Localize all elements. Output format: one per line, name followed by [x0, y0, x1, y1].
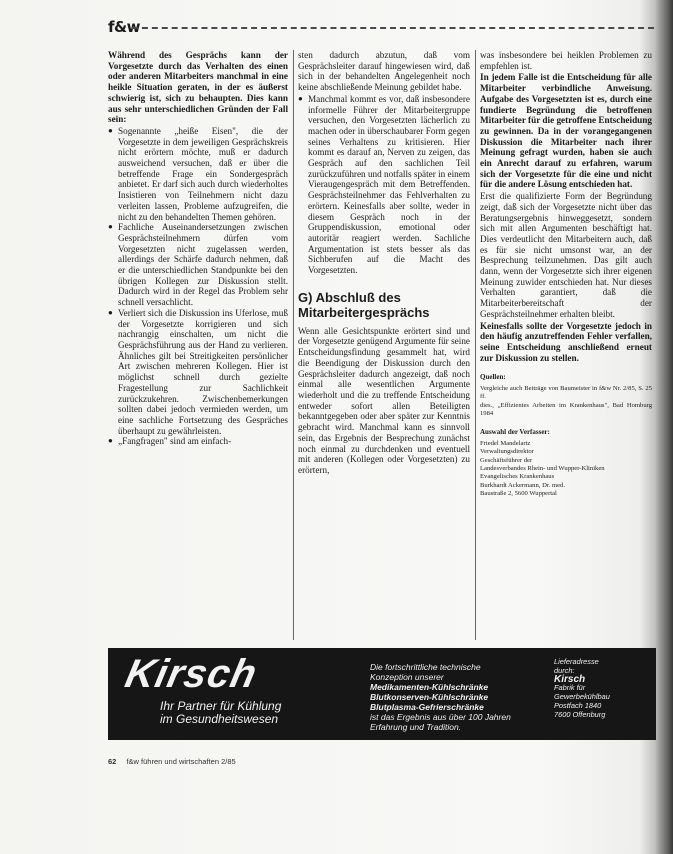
text-column-3: [480, 50, 652, 499]
ad-product: Medikamenten-Kühlschränke: [370, 682, 489, 692]
body-paragraph: Wenn alle Gesichtspunkte erörtert sind und der Vorgesetzte genügend Argumente für seine Entscheidungsfindung gesammelt hat, wird die Beendigung der Diskussion durch den Gesprächsleiter dadurch angezeigt, daß noch einmal alle wesentlichen Argumente wiederholt und die zu treffende Entscheidung entweder sofort allen Beteiligten bekanntgegeben oder aber später zur Kenntnis gebracht wird. Manchmal kann es sinnvoll sein, das Ergebnis der Besprechung zunächst noch einmal zu durchdenken und eventuell mit anderen (Kollegen oder Vorgesetzten) zu erörtern,: [298, 325, 470, 475]
text-column-2: [298, 50, 470, 477]
page-edge-shadow: [655, 0, 673, 854]
bullet-list: [108, 126, 288, 447]
list-item: Verwaltungsdirektor: [480, 448, 534, 456]
ad-dealer-logo: Kirsch: [554, 673, 586, 685]
text-column-1: [108, 50, 288, 447]
list-item: ● „Fangfragen" sind am einfach-: [108, 436, 288, 447]
authors-list: [480, 440, 652, 499]
body-paragraph: was insbesondere bei heiklen Problemen zu empfehlen ist.: [480, 50, 652, 71]
body-paragraph: sten dadurch abzutun, daß vom Gesprächsleiter darauf hingewiesen wird, daß sich in der behandelten Angelegenheit noch keine abschließende Meinung gebildet habe.: [298, 50, 470, 93]
ad-tagline-line: Ihr Partner für Kühlung: [160, 699, 282, 713]
ad-text: Erfahrung und Tradition.: [370, 722, 462, 732]
section-heading: [298, 290, 470, 320]
list-item: ● Manchmal kommt es vor, daß insbesondere informelle Führer der Mitarbeitergruppe versuchen, den Vorgesetzten lächerlich zu machen oder in überschaubarer Form gegen seines Verhaltens zu kritisieren. Hier kommt es darauf an, Nerven zu zeigen, das Gespräch auf den sachlichen Teil zurückzuführen und notfalls später in einem Vieraugengespräch mit dem Betreffenden. Gesprächsteilnehmer das Fehlverhalten zu erörtern. Keinesfalls aber sollte, weder in diesem Gespräch noch in der Gruppendiskussion, emotional oder autoritär reagiert werden. Sachliche Argumentation ist stets besser als das Sichberufen auf die Macht des Vorgesetzten.: [298, 94, 470, 276]
ad-text: Die fortschrittliche technische: [370, 662, 481, 672]
page-footer: [108, 757, 236, 766]
sources-heading: Quellen:: [480, 373, 506, 382]
ad-product: Blutplasma-Gefrierschränke: [370, 702, 484, 712]
ad-tagline: [160, 700, 281, 726]
magazine-logo: f&w: [108, 18, 140, 36]
intro-paragraph: Während des Gesprächs kann der Vorgesetzte durch das Verhalten des einen oder anderen Mitarbeiters manchmal in eine heikle Situation geraten, in der es äußerst schwierig ist, sich zu behaupten. Dies kann aus sehr unterschiedlichen Gründen der Fall sein:: [108, 50, 288, 125]
page-number: 62: [108, 757, 117, 766]
list-item: ● Verliert sich die Diskussion ins Uferlose, muß der Vorgesetzte korrigieren und sich nachrangig einschalten, um nicht die Gesprächsführung aus der Hand zu verlieren. Ähnliches gilt bei Streitigkeiten persönlicher Art zwischen mehreren Kollegen. Hier ist möglichst schnell durch gezielte Fragestellung zur Sachlichkeit zurückzukehren. Zwischenbemerkungen sollten dabei jedoch vermieden werden, um eine sachliche Fortsetzung des Gespräches überhaupt zu gewährleisten.: [108, 308, 288, 436]
ad-product: Blutkonserven-Kühlschränke: [370, 692, 489, 702]
list-item: dies., „Effizientes Arbeiten im Krankenhaus", Bad Homburg 1984: [480, 401, 652, 418]
bold-paragraph: In jedem Falle ist die Entscheidung für alle Mitarbeiter verbindliche Anweisung. Aufgabe des Vorgesetzten ist es, durch eine fundierte Begründung die betroffenen Mitarbeiter für die getroffene Entscheidung zu gewinnen. Da in der vorangegangenen Diskussion die Mitarbeiter nach ihrer Meinung gefragt wurden, haben sie auch ein Anrecht darauf zu erfahren, warum sich der Vorgesetzte für die eine und nicht für die andere Lösung entschieden hat.: [480, 72, 652, 190]
list-item: Baustraße 2, 5600 Wuppertal: [480, 490, 557, 498]
list-item: ● Fachliche Auseinandersetzungen zwischen Gesprächsteilnehmern dürfen vom Vorgesetzten nicht zugelassen werden, allerdings der Schärfe dadurch nehmen, daß er die unterschiedlichen Standpunkte bei den übrigen Kollegen zur Diskussion stellt. Dadurch wird in der Regel das Problem sehr schnell versachlicht.: [108, 222, 288, 308]
section-heading-line: Mitarbeitergesprächs: [298, 304, 430, 320]
section-heading-line: G) Abschluß des: [298, 289, 401, 305]
publication-name: f&w führen und wirtschaften 2/85: [126, 757, 236, 766]
ad-text: ist das Ergebnis aus über 100 Jahren: [370, 712, 511, 722]
ad-products: [370, 662, 511, 732]
list-item: Geschäftsführer der: [480, 456, 533, 464]
ad-text: Lieferadresse: [554, 657, 599, 666]
sources-block: [480, 373, 652, 498]
ad-brand-logo: Kirsch: [121, 652, 262, 696]
bullet-list: [298, 94, 470, 276]
list-item: Landesverbandes Rhein- und Wupper-Kliniken: [480, 465, 605, 473]
ad-text: 7600 Offenburg: [554, 709, 606, 719]
body-paragraph: Erst die qualifizierte Form der Begründung zeigt, daß sich der Vorgesetzte nicht über das Beratungsergebnis hinweggesetzt, sondern sich mit allen Argumenten beschäftigt hat. Dies verdeutlicht den Mitarbeitern auch, daß es für sie nicht umsonst war, an der Besprechung teilzunehmen. Das gilt auch dann, wenn der Vorgesetzte sich ihrer eigenen Meinung zuwider entschieden hat. Nur dieses Verhalten garantiert, daß die Mitarbeiterbereitschaft der Gesprächsteilnehmer erhalten bleibt.: [480, 191, 652, 319]
list-item: Friedel Mandelartz: [480, 439, 531, 447]
advertisement: [108, 648, 656, 740]
ad-text: Fabrik für: [554, 683, 586, 693]
list-item: Evangelisches Krankenhaus: [480, 473, 555, 481]
list-item: Vergleiche auch Beiträge von Baumeister in f&w Nr. 2/85, S. 25 ff.: [480, 384, 652, 401]
ad-text: Postfach 1840: [554, 700, 602, 710]
column-divider: [293, 50, 294, 640]
header-rule: [132, 27, 654, 29]
ad-tagline-line: im Gesundheitswesen: [160, 712, 279, 726]
ad-text: Konzeption unserer: [370, 672, 444, 682]
bold-paragraph: Keinesfalls sollte der Vorgesetzte jedoch in den häufig anzutreffenden Fehler verfallen, seine Entscheidung anschließend erneut zur Diskussion zu stellen.: [480, 320, 652, 363]
column-divider: [475, 50, 476, 640]
ad-dealer-info: [554, 658, 650, 720]
sources-list: [480, 385, 652, 419]
list-item: Burkhardt Ackermann, Dr. med.: [480, 481, 565, 489]
authors-heading: Auswahl der Verfasser:: [480, 428, 550, 437]
list-item: ● Sogenannte „heiße Eisen", die der Vorgesetzte in dem jeweiligen Gesprächskreis nicht erörtern möchte, muß er dadurch ausweichend versuchen, daß er über die betreffende Frage ein Sondergespräch anbietet. Er darf sich auch durch wiederholtes Insistieren von Teilnehmern nicht dazu verleiten lassen, Probleme aufzugreifen, die nicht zu den behandelten Themen gehören.: [108, 126, 288, 222]
ad-text: Gewerbekühlbau: [554, 692, 610, 702]
ad-text: durch:: [554, 665, 575, 675]
